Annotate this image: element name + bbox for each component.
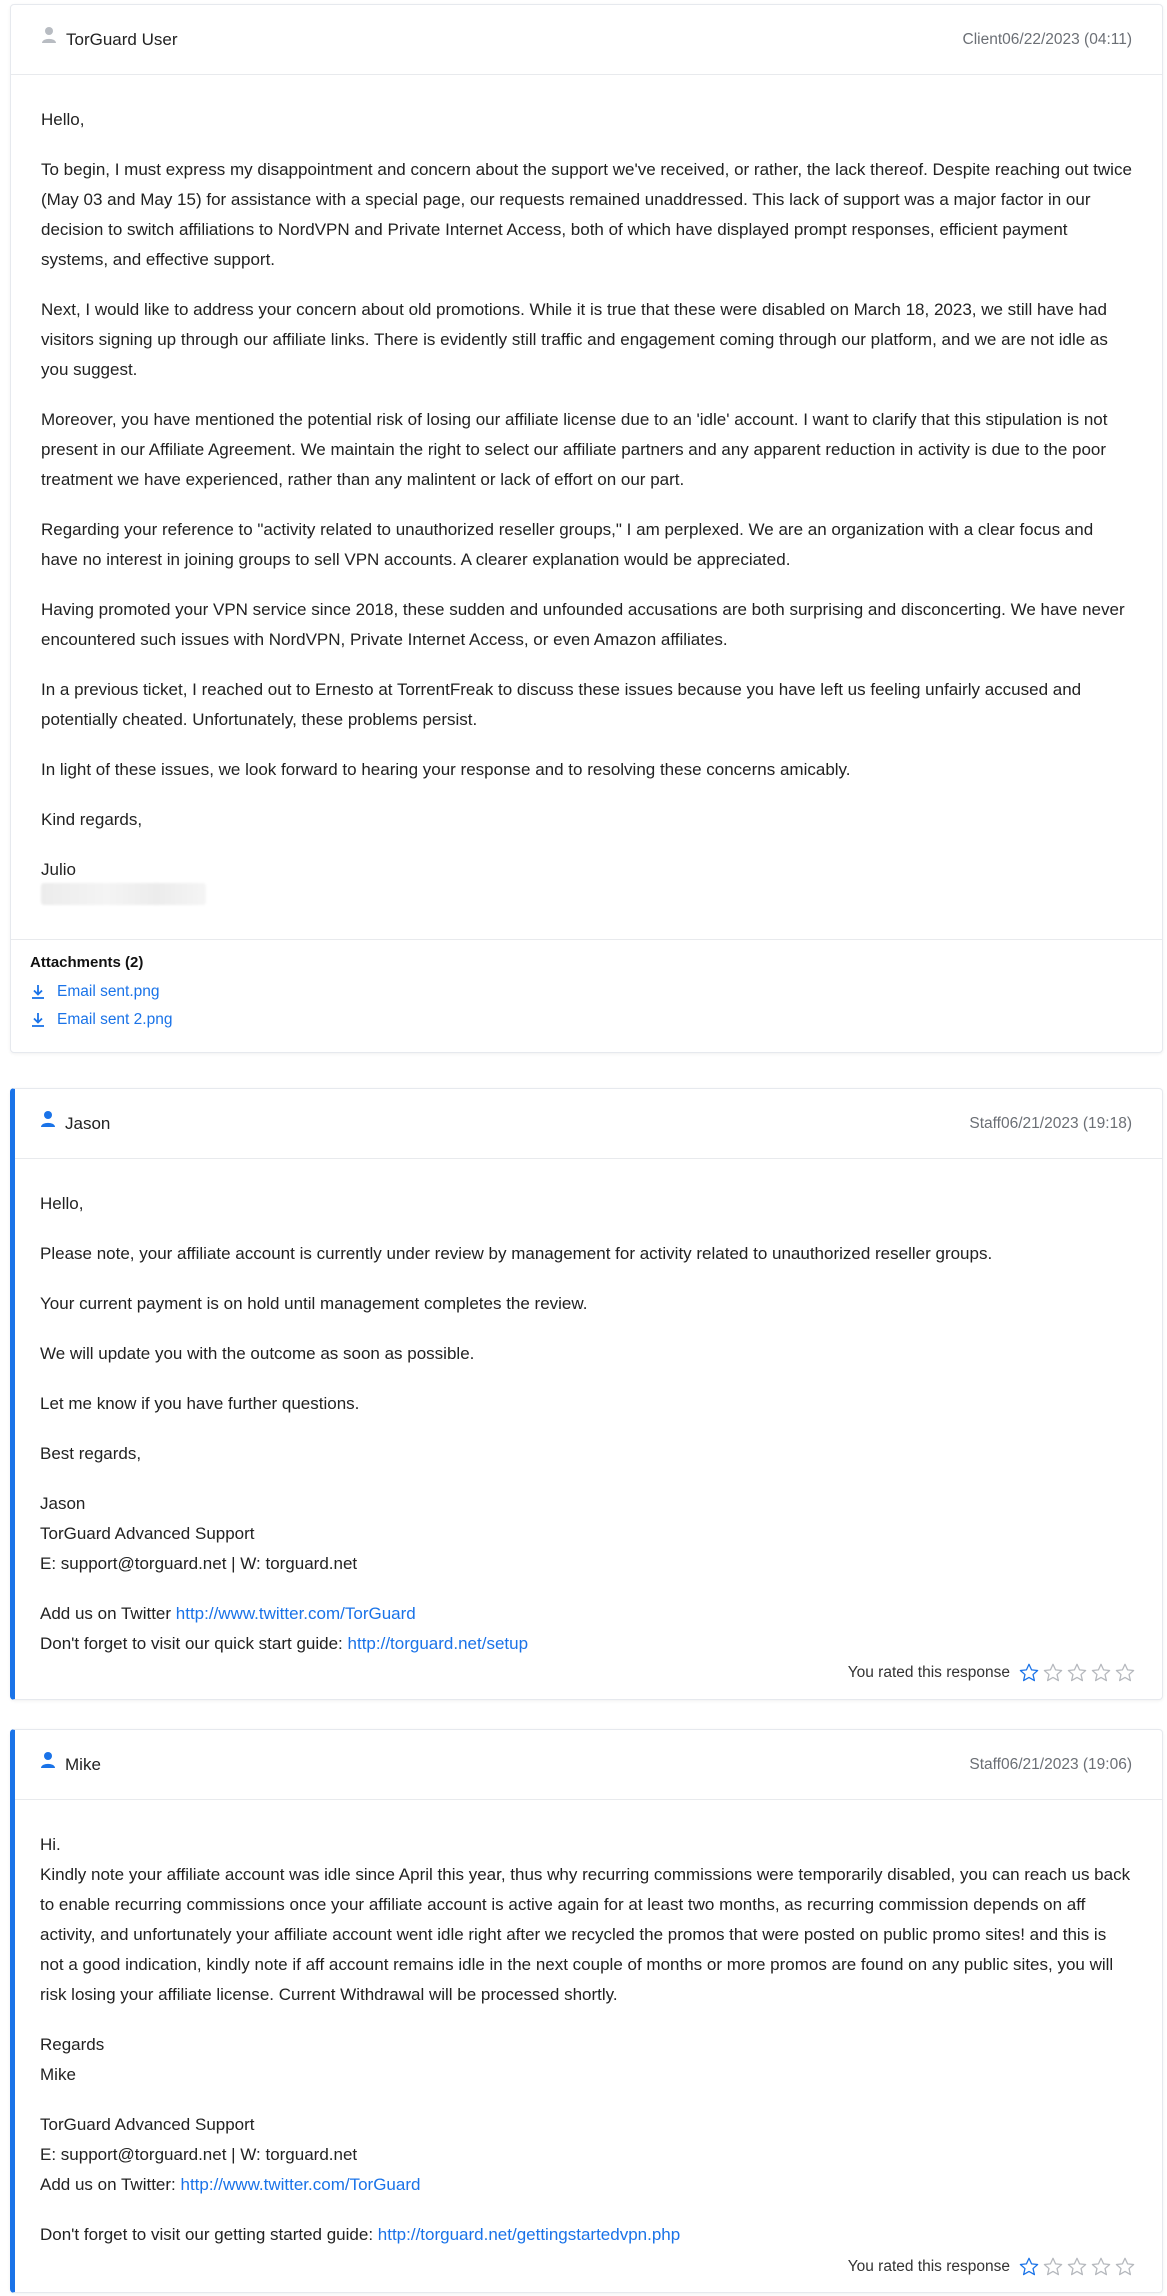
- download-icon: [30, 1012, 46, 1028]
- message-datetime: 06/21/2023 (19:06): [1001, 1755, 1132, 1773]
- twitter-link[interactable]: http://www.twitter.com/TorGuard: [175, 1604, 416, 1623]
- star-icon[interactable]: [1066, 1662, 1088, 1684]
- role-label: Staff: [969, 1114, 1001, 1132]
- author-name: Jason: [65, 1113, 111, 1133]
- twitter-prefix: Add us on Twitter:: [40, 2175, 181, 2194]
- paragraph: Kind regards,: [41, 810, 143, 829]
- paragraph: Having promoted your VPN service since 2018, these sudden and unfounded accusations are both surprising and disconcerting. We have never encountered such issues with NordVPN, Private Internet Access, or even Amazon affiliates.: [41, 600, 1125, 649]
- twitter-line: [40, 2170, 1132, 2200]
- message-meta: [969, 1115, 1132, 1133]
- attachments-title: Attachments (2): [30, 954, 144, 971]
- message-meta: [963, 31, 1132, 49]
- message-header: [15, 1089, 1162, 1159]
- greeting: Hi.: [40, 1835, 61, 1854]
- star-icon[interactable]: [1114, 1662, 1136, 1684]
- regards: Regards: [40, 2035, 105, 2054]
- twitter-prefix: Add us on Twitter: [40, 1604, 176, 1623]
- star-icon[interactable]: [1018, 1662, 1040, 1684]
- role-label: Staff: [969, 1755, 1001, 1773]
- role-label: Client: [962, 30, 1003, 48]
- message-datetime: 06/21/2023 (19:18): [1001, 1114, 1132, 1132]
- paragraph: Best regards,: [40, 1444, 142, 1463]
- response-rating: [848, 2256, 1136, 2278]
- download-icon: [30, 984, 46, 1000]
- message-datetime: 06/22/2023 (04:11): [1002, 30, 1132, 48]
- paragraph: Kindly note your affiliate account was idle since April this year, thus why recurring commissions were temporarily disabled, you can reach us back to enable recurring commissions once your affiliate account is active again for at least two months, as recurring commission depends on aff activity, and unfortunately your affiliate account went idle right after we recycled the promos that were posted on public promo sites! and this is not a good indication, kindly note if aff account remains idle in the next couple of months or more promos are found on any public sites, you will risk losing your affiliate license. Current Withdrawal will be processed shortly.: [40, 1865, 1131, 2004]
- author-name: TorGuard User: [66, 29, 178, 49]
- signature-team: TorGuard Advanced Support: [40, 1524, 255, 1543]
- paragraph: Moreover, you have mentioned the potential risk of losing our affiliate license due to an 'idle' account. I want to clarify that this stipulation is not present in our Affiliate Agreement. We maintain the right to select our affiliate partners and any apparent reduction in activity is due to the poor treatment we have experienced, rather than any malintent or lack of effort on our part.: [41, 410, 1108, 489]
- redacted-signature: [41, 883, 206, 905]
- user-icon: [41, 26, 57, 46]
- paragraph: Your current payment is on hold until management completes the review.: [40, 1294, 588, 1313]
- paragraph: Hello,: [41, 110, 85, 129]
- message-body: [11, 75, 1162, 905]
- rating-stars: [1016, 1662, 1136, 1684]
- user-icon: [40, 1751, 56, 1771]
- attachment-filename[interactable]: Email sent.png: [57, 983, 160, 1000]
- star-icon[interactable]: [1042, 1662, 1064, 1684]
- star-icon[interactable]: [1066, 2256, 1088, 2278]
- user-icon: [40, 1110, 56, 1130]
- paragraph: We will update you with the outcome as soon as possible.: [40, 1344, 475, 1363]
- author-name: Mike: [65, 1754, 101, 1774]
- rating-label: You rated this response: [847, 2258, 1010, 2275]
- paragraph: Let me know if you have further questions.: [40, 1394, 360, 1413]
- message-card-staff: [10, 1088, 1163, 1700]
- twitter-link[interactable]: http://www.twitter.com/TorGuard: [180, 2175, 421, 2194]
- guide-link[interactable]: http://torguard.net/setup: [347, 1634, 529, 1653]
- rating-stars: [1016, 2256, 1136, 2278]
- guide-prefix: Don't forget to visit our quick start guide:: [40, 1634, 348, 1653]
- signature-team: TorGuard Advanced Support: [40, 2115, 255, 2134]
- message-body: [15, 1800, 1162, 2250]
- attachments-section: [11, 939, 1162, 1034]
- signature-contact: E: support@torguard.net | W: torguard.net: [40, 1554, 358, 1573]
- rating-label: You rated this response: [847, 1664, 1010, 1681]
- guide-prefix: Don't forget to visit our getting started guide:: [40, 2225, 378, 2244]
- message-card-client: [10, 4, 1163, 1053]
- paragraph: Please note, your affiliate account is currently under review by management for activity related to unauthorized reseller groups.: [40, 1244, 993, 1263]
- response-rating: [848, 1662, 1136, 1684]
- paragraph: In light of these issues, we look forward to hearing your response and to resolving these concerns amicably.: [41, 760, 851, 779]
- guide-line: [40, 2220, 1132, 2250]
- guide-link[interactable]: http://torguard.net/gettingstartedvpn.php: [377, 2225, 681, 2244]
- message-body: [15, 1159, 1162, 1659]
- star-icon[interactable]: [1090, 1662, 1112, 1684]
- paragraph: To begin, I must express my disappointment and concern about the support we've received, or rather, the lack thereof. Despite reaching out twice (May 03 and May 15) for assistance with a special page, our requests remained unaddressed. This lack of support was a major factor in our decision to switch affiliations to NordVPN and Private Internet Access, both of which have displayed prompt responses, efficient payment systems, and effective support.: [41, 160, 1132, 269]
- paragraph: Hello,: [40, 1194, 84, 1213]
- paragraph: In a previous ticket, I reached out to Ernesto at TorrentFreak to discuss these issues because you have left us feeling unfairly accused and potentially cheated. Unfortunately, these problems persist.: [41, 680, 1082, 729]
- attachment-link[interactable]: [30, 978, 1143, 1006]
- paragraph: Next, I would like to address your concern about old promotions. While it is true that these were disabled on March 18, 2023, we still have had visitors signing up through our affiliate links. There is evidently still traffic and engagement coming through our platform, and we are not idle as you suggest.: [41, 300, 1108, 379]
- signature-name: Mike: [40, 2065, 76, 2084]
- star-icon[interactable]: [1114, 2256, 1136, 2278]
- attachment-filename[interactable]: Email sent 2.png: [57, 1011, 173, 1028]
- message-header: [15, 1730, 1162, 1800]
- star-icon[interactable]: [1042, 2256, 1064, 2278]
- message-header: [11, 5, 1162, 75]
- message-meta: [969, 1756, 1132, 1774]
- signature-name: Jason: [40, 1494, 86, 1513]
- guide-line: [40, 1629, 1132, 1659]
- star-icon[interactable]: [1090, 2256, 1112, 2278]
- message-card-staff: [10, 1729, 1163, 2293]
- attachment-link[interactable]: [30, 1006, 1143, 1034]
- signature-name: Julio: [41, 860, 76, 879]
- twitter-line: [40, 1599, 1132, 1629]
- paragraph: Regarding your reference to "activity related to unauthorized reseller groups," I am perplexed. We are an organization with a clear focus and have no interest in joining groups to sell VPN accounts. A clearer explanation would be appreciated.: [41, 520, 1094, 569]
- star-icon[interactable]: [1018, 2256, 1040, 2278]
- signature-contact: E: support@torguard.net | W: torguard.net: [40, 2145, 358, 2164]
